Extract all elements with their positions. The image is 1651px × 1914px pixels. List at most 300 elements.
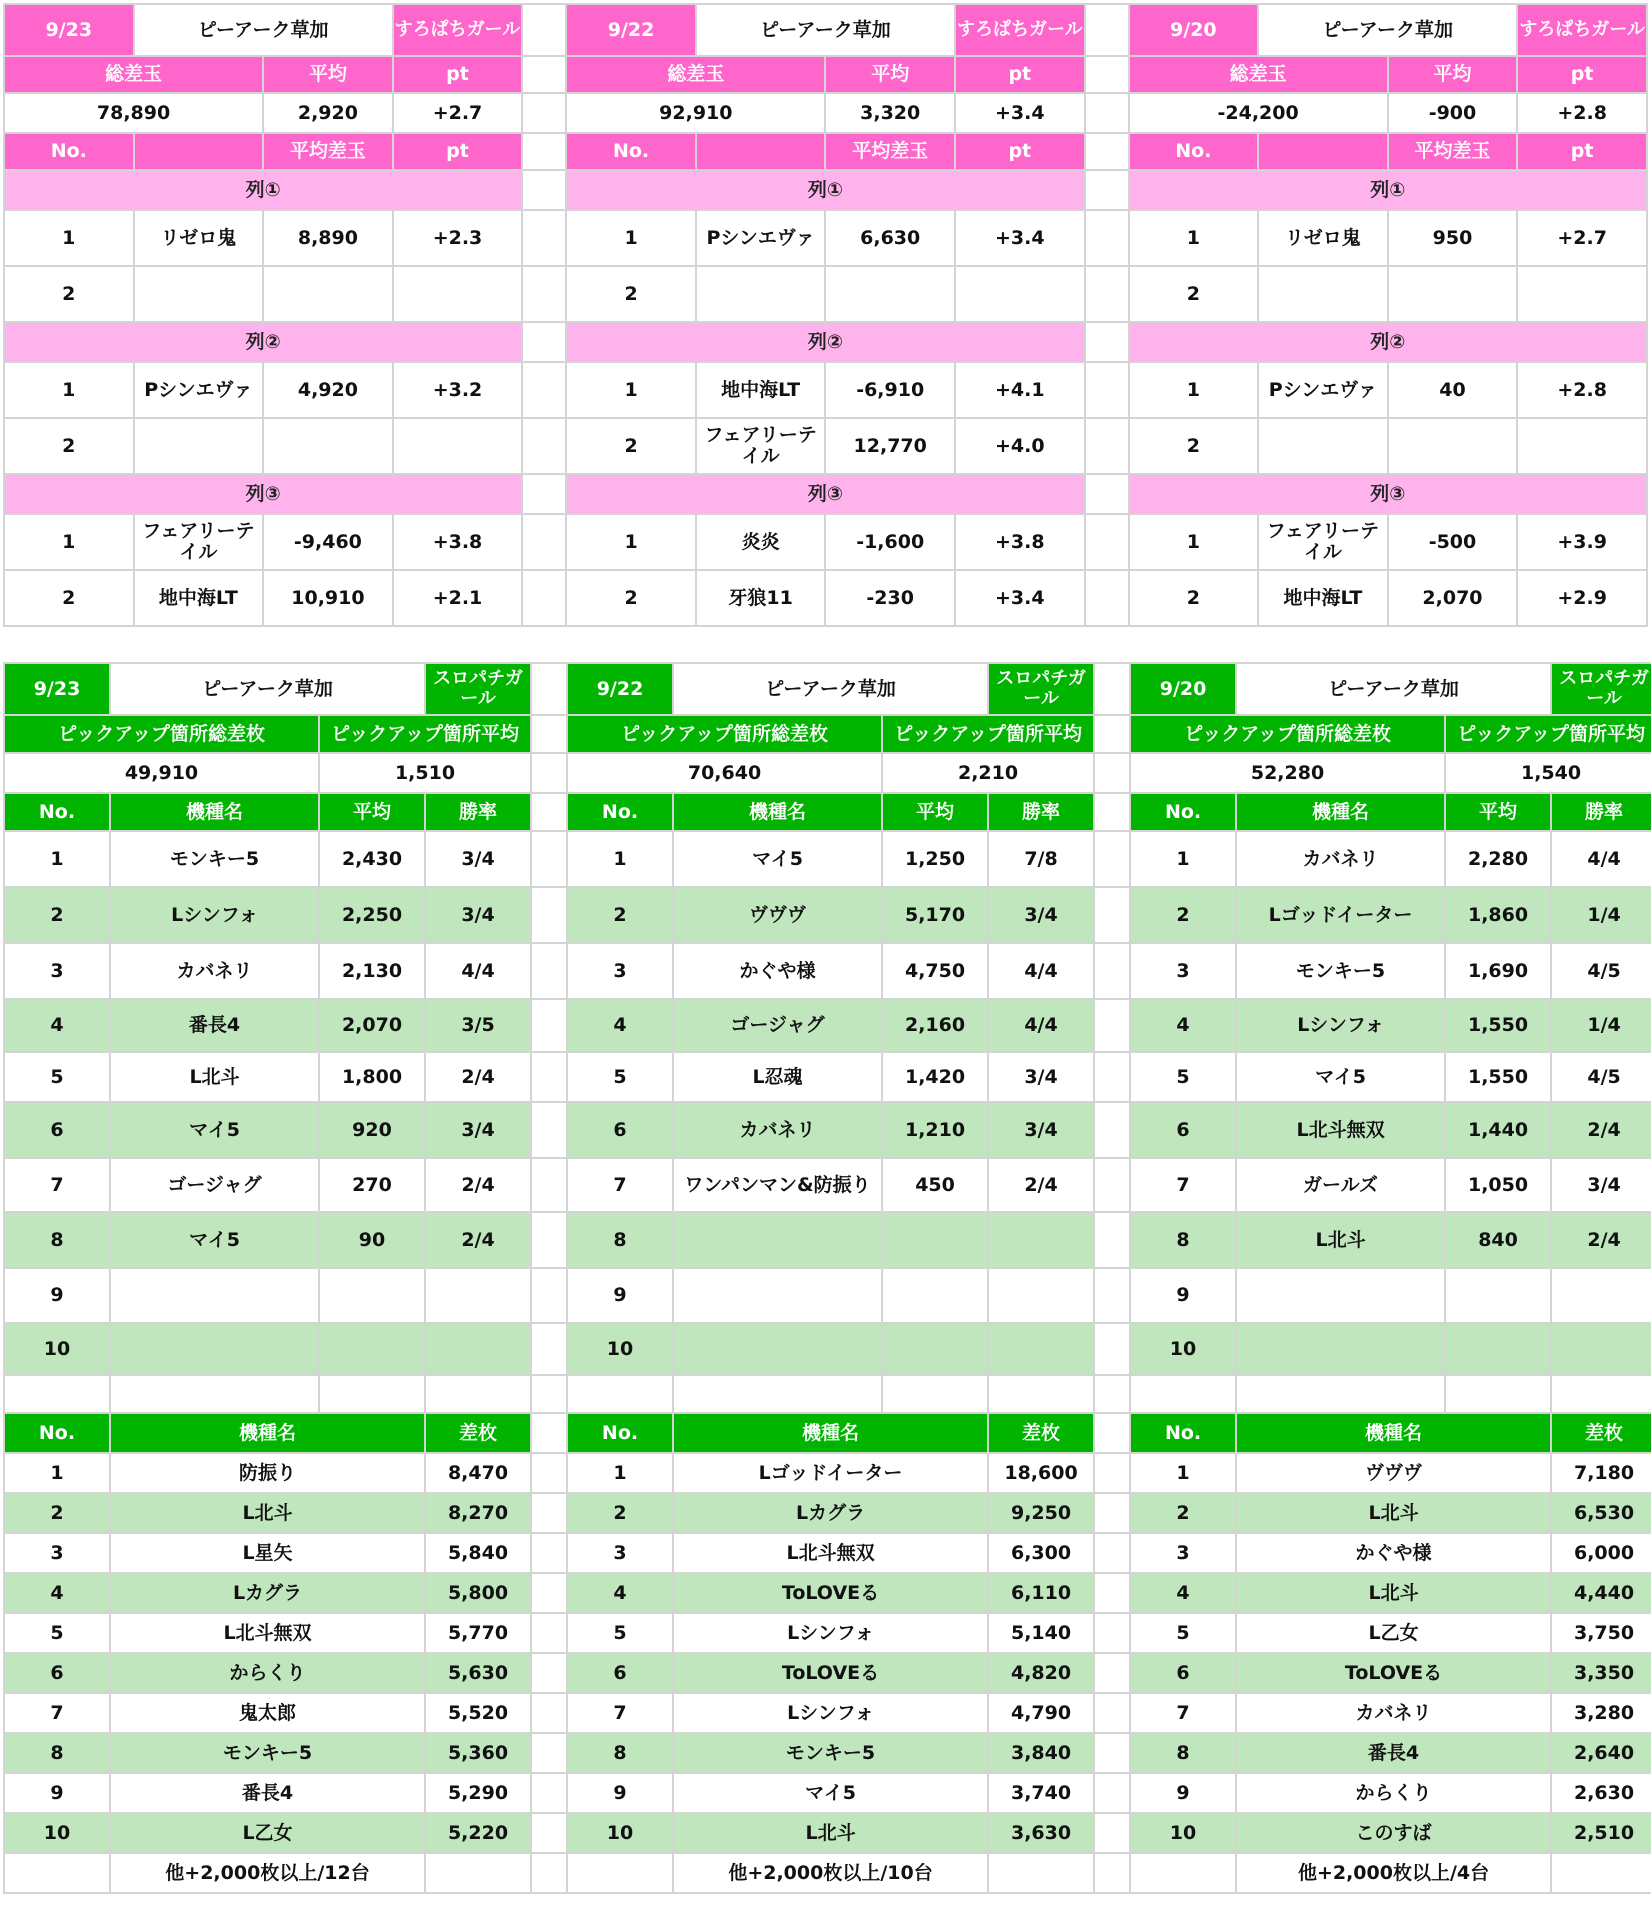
- panel-gap: [531, 1158, 567, 1212]
- row-no: 8: [567, 1212, 673, 1268]
- panel-gap: [1085, 362, 1129, 418]
- rank-diff: 2,510: [1551, 1813, 1651, 1853]
- group-band: 列③: [1129, 474, 1647, 514]
- panel-gap: [1085, 514, 1129, 570]
- rank-diff: 6,000: [1551, 1533, 1651, 1573]
- row-no: 3: [567, 943, 673, 999]
- rank-diff: 3,840: [988, 1733, 1094, 1773]
- win-rate: 2/4: [1551, 1212, 1651, 1268]
- footer-blank: [4, 1853, 110, 1893]
- rank-machine-name: かぐや様: [1236, 1533, 1551, 1573]
- win-rate: 1/4: [1551, 887, 1651, 943]
- spacer-cell: [1130, 1375, 1236, 1413]
- win-rate: 3/4: [425, 831, 531, 887]
- row-no: 6: [567, 1102, 673, 1158]
- group-band: 列③: [566, 474, 1084, 514]
- row-no: 3: [1130, 943, 1236, 999]
- panel-gap: [1094, 1375, 1130, 1413]
- total-value: 78,890: [4, 93, 263, 133]
- machine-name: リゼロ鬼: [134, 210, 264, 266]
- avg-diff: 10,910: [263, 570, 393, 626]
- panel-gap: [522, 133, 566, 170]
- col-header-name: 機種名: [1236, 793, 1445, 831]
- rank-no: 3: [1130, 1533, 1236, 1573]
- row-no: 9: [567, 1268, 673, 1323]
- rank-no: 6: [567, 1653, 673, 1693]
- rank-diff: 9,250: [988, 1493, 1094, 1533]
- machine-name: [110, 1268, 319, 1323]
- panel-gap: [531, 1573, 567, 1613]
- win-rate: [988, 1212, 1094, 1268]
- row-no: 4: [1130, 999, 1236, 1052]
- panel-gap: [1085, 56, 1129, 93]
- group-band: 列②: [4, 322, 522, 362]
- panel-gap: [531, 1413, 567, 1453]
- rank-machine-name: Lシンフォ: [673, 1613, 988, 1653]
- row-no: 2: [1130, 887, 1236, 943]
- panel-gap: [522, 514, 566, 570]
- spacer-cell: [1551, 1375, 1651, 1413]
- rank-machine-name: ToLOVEる: [673, 1653, 988, 1693]
- panel-gap: [522, 210, 566, 266]
- avg-diff: -500: [1388, 514, 1518, 570]
- pt-value: +3.9: [1517, 514, 1647, 570]
- pt-value: +4.1: [955, 362, 1085, 418]
- pt-value: [1517, 266, 1647, 322]
- panel-gap: [531, 1102, 567, 1158]
- row-no: 1: [566, 210, 696, 266]
- machine-name: Lシンフォ: [1236, 999, 1445, 1052]
- pt-value: +3.4: [955, 210, 1085, 266]
- machine-name: 番長4: [110, 999, 319, 1052]
- rank-no: 10: [1130, 1813, 1236, 1853]
- win-rate: 4/4: [1551, 831, 1651, 887]
- store-name: ピーアーク草加: [673, 663, 988, 715]
- row-no: 7: [1130, 1158, 1236, 1212]
- col-header-no: No.: [4, 793, 110, 831]
- row-no: 10: [4, 1323, 110, 1375]
- source-tag: すろぱちガール: [955, 4, 1085, 56]
- panel-gap: [1094, 1813, 1130, 1853]
- avg-diff: -6,910: [825, 362, 955, 418]
- avg-diff: 1,050: [1445, 1158, 1551, 1212]
- win-rate: 2/4: [425, 1212, 531, 1268]
- rank-diff: 5,140: [988, 1613, 1094, 1653]
- row-no: 1: [566, 362, 696, 418]
- rank-machine-name: L北斗無双: [110, 1613, 425, 1653]
- machine-name: モンキー5: [1236, 943, 1445, 999]
- col-header-pt: pt: [393, 133, 523, 170]
- panel-gap: [1085, 570, 1129, 626]
- row-no: 2: [1129, 266, 1259, 322]
- rank-diff: 5,800: [425, 1573, 531, 1613]
- panel-gap: [531, 793, 567, 831]
- rank-diff: 18,600: [988, 1453, 1094, 1493]
- pt-value: +3.4: [955, 570, 1085, 626]
- avg-diff: 1,860: [1445, 887, 1551, 943]
- rank-no: 9: [567, 1773, 673, 1813]
- row-no: 7: [567, 1158, 673, 1212]
- rank-machine-name: Lカグラ: [110, 1573, 425, 1613]
- machine-name: マイ5: [110, 1102, 319, 1158]
- rank-header-diff: 差枚: [425, 1413, 531, 1453]
- avg-diff: 8,890: [263, 210, 393, 266]
- rank-machine-name: L乙女: [1236, 1613, 1551, 1653]
- col-header-no: No.: [1130, 793, 1236, 831]
- avg-diff: 950: [1388, 210, 1518, 266]
- rank-header-name: 機種名: [673, 1413, 988, 1453]
- panel-gap: [522, 474, 566, 514]
- machine-name: [673, 1212, 882, 1268]
- store-name: ピーアーク草加: [1236, 663, 1551, 715]
- panel-gap: [1094, 1323, 1130, 1375]
- avg-diff: 2,280: [1445, 831, 1551, 887]
- panel-gap: [1085, 4, 1129, 56]
- rank-machine-name: カバネリ: [1236, 1693, 1551, 1733]
- pickup-total-label: ピックアップ箇所総差枚: [567, 715, 882, 753]
- rank-machine-name: L北斗: [110, 1493, 425, 1533]
- rank-diff: 4,820: [988, 1653, 1094, 1693]
- pt-value: +2.1: [393, 570, 523, 626]
- row-no: 2: [567, 887, 673, 943]
- machine-name: [1236, 1323, 1445, 1375]
- rank-header-name: 機種名: [1236, 1413, 1551, 1453]
- pickup-avg-label: ピックアップ箇所平均: [882, 715, 1094, 753]
- win-rate: [1551, 1323, 1651, 1375]
- machine-name: カバネリ: [673, 1102, 882, 1158]
- rank-machine-name: からくり: [1236, 1773, 1551, 1813]
- avg-diff: 1,800: [319, 1052, 425, 1102]
- rank-no: 7: [4, 1693, 110, 1733]
- panel-gap: [522, 418, 566, 474]
- panel-gap: [1094, 831, 1130, 887]
- avg-diff: -230: [825, 570, 955, 626]
- avg-diff: [319, 1268, 425, 1323]
- avg-diff: [1388, 266, 1518, 322]
- col-header-avg: 平均: [882, 793, 988, 831]
- pickup-total-value: 70,640: [567, 753, 882, 793]
- pt-value: +2.3: [393, 210, 523, 266]
- rank-no: 3: [4, 1533, 110, 1573]
- group-band: 列①: [1129, 170, 1647, 210]
- panel-gap: [1094, 1533, 1130, 1573]
- machine-name: フェアリーテイル: [696, 418, 826, 474]
- win-rate: 3/4: [988, 1102, 1094, 1158]
- win-rate: 3/4: [1551, 1158, 1651, 1212]
- source-tag: スロパチガール: [988, 663, 1094, 715]
- pt-value: +2.7: [1517, 210, 1647, 266]
- footer-blank: [1130, 1853, 1236, 1893]
- win-rate: [988, 1323, 1094, 1375]
- store-name: ピーアーク草加: [110, 663, 425, 715]
- row-no: 5: [4, 1052, 110, 1102]
- rank-machine-name: L北斗: [1236, 1493, 1551, 1533]
- panel-gap: [1094, 715, 1130, 753]
- win-rate: 2/4: [1551, 1102, 1651, 1158]
- panel-gap: [531, 1212, 567, 1268]
- avg-diff: [319, 1323, 425, 1375]
- avg-diff: 920: [319, 1102, 425, 1158]
- row-no: 8: [1130, 1212, 1236, 1268]
- row-no: 1: [4, 831, 110, 887]
- panel-date: 9/22: [566, 4, 696, 56]
- rank-no: 4: [1130, 1573, 1236, 1613]
- panel-gap: [1085, 474, 1129, 514]
- panel-gap: [522, 56, 566, 93]
- spacer-cell: [319, 1375, 425, 1413]
- machine-name: カバネリ: [1236, 831, 1445, 887]
- machine-name: [1258, 266, 1388, 322]
- panel-gap: [531, 1052, 567, 1102]
- rank-diff: 6,300: [988, 1533, 1094, 1573]
- rank-diff: 5,360: [425, 1733, 531, 1773]
- row-no: 1: [1129, 362, 1259, 418]
- col-header-pt: pt: [955, 133, 1085, 170]
- row-no: 8: [4, 1212, 110, 1268]
- store-name: ピーアーク草加: [1258, 4, 1517, 56]
- rank-diff: 3,350: [1551, 1653, 1651, 1693]
- avg-diff: [1388, 418, 1518, 474]
- avg-diff: -1,600: [825, 514, 955, 570]
- pickup-avg-label: ピックアップ箇所平均: [1445, 715, 1651, 753]
- rank-machine-name: モンキー5: [110, 1733, 425, 1773]
- machine-name: [110, 1323, 319, 1375]
- win-rate: 7/8: [988, 831, 1094, 887]
- pickup-total-label: ピックアップ箇所総差枚: [1130, 715, 1445, 753]
- machine-name: 牙狼11: [696, 570, 826, 626]
- machine-name: マイ5: [110, 1212, 319, 1268]
- rank-no: 3: [567, 1533, 673, 1573]
- machine-name: [673, 1323, 882, 1375]
- avg-label: 平均: [263, 56, 393, 93]
- panel-gap: [1094, 1653, 1130, 1693]
- pickup-total-value: 49,910: [4, 753, 319, 793]
- row-no: 2: [1129, 418, 1259, 474]
- machine-name: かぐや様: [673, 943, 882, 999]
- panel-gap: [1094, 1102, 1130, 1158]
- panel-gap: [531, 1613, 567, 1653]
- avg-value: 2,920: [263, 93, 393, 133]
- panel-gap: [531, 1693, 567, 1733]
- group-band: 列①: [4, 170, 522, 210]
- machine-name: L北斗: [110, 1052, 319, 1102]
- row-no: 2: [566, 266, 696, 322]
- panel-date: 9/23: [4, 4, 134, 56]
- avg-diff: [825, 266, 955, 322]
- machine-name: L北斗: [1236, 1212, 1445, 1268]
- row-no: 1: [4, 210, 134, 266]
- row-no: 4: [567, 999, 673, 1052]
- panel-gap: [522, 570, 566, 626]
- footer-blank: [425, 1853, 531, 1893]
- machine-name: [1258, 418, 1388, 474]
- avg-diff: 840: [1445, 1212, 1551, 1268]
- rank-diff: 5,630: [425, 1653, 531, 1693]
- panel-gap: [1094, 1158, 1130, 1212]
- machine-name: Pシンエヴァ: [696, 210, 826, 266]
- row-no: 5: [1130, 1052, 1236, 1102]
- panel-gap: [1094, 1268, 1130, 1323]
- avg-diff: 2,070: [1388, 570, 1518, 626]
- source-tag: スロパチガール: [1551, 663, 1651, 715]
- rank-machine-name: L北斗: [1236, 1573, 1551, 1613]
- pt-value: +3.8: [955, 514, 1085, 570]
- pt-label: pt: [955, 56, 1085, 93]
- rank-machine-name: L星矢: [110, 1533, 425, 1573]
- avg-diff: [1445, 1323, 1551, 1375]
- rank-diff: 4,440: [1551, 1573, 1651, 1613]
- win-rate: [988, 1268, 1094, 1323]
- avg-diff: 40: [1388, 362, 1518, 418]
- rank-diff: 3,750: [1551, 1613, 1651, 1653]
- panel-gap: [531, 1733, 567, 1773]
- row-no: 10: [567, 1323, 673, 1375]
- avg-diff: 6,630: [825, 210, 955, 266]
- rank-no: 10: [567, 1813, 673, 1853]
- rank-diff: 3,280: [1551, 1693, 1651, 1733]
- win-rate: 3/4: [988, 887, 1094, 943]
- rank-machine-name: このすば: [1236, 1813, 1551, 1853]
- rank-no: 9: [1130, 1773, 1236, 1813]
- panel-gap: [522, 4, 566, 56]
- rank-header-no: No.: [1130, 1413, 1236, 1453]
- panel-gap: [531, 1533, 567, 1573]
- rank-no: 5: [4, 1613, 110, 1653]
- rank-diff: 5,220: [425, 1813, 531, 1853]
- rank-no: 8: [4, 1733, 110, 1773]
- machine-name: フェアリーテイル: [134, 514, 264, 570]
- rank-no: 8: [1130, 1733, 1236, 1773]
- machine-name: Lシンフォ: [110, 887, 319, 943]
- row-no: 1: [4, 514, 134, 570]
- row-no: 2: [566, 418, 696, 474]
- machine-name: マイ5: [673, 831, 882, 887]
- machine-name: モンキー5: [110, 831, 319, 887]
- spacer-cell: [988, 1375, 1094, 1413]
- col-header-name: 機種名: [673, 793, 882, 831]
- rank-no: 5: [1130, 1613, 1236, 1653]
- panel-gap: [522, 170, 566, 210]
- rank-machine-name: モンキー5: [673, 1733, 988, 1773]
- group-band: 列①: [566, 170, 1084, 210]
- panel-date: 9/23: [4, 663, 110, 715]
- row-no: 1: [4, 362, 134, 418]
- rank-header-no: No.: [4, 1413, 110, 1453]
- bottom-pickup-table: [3, 662, 1651, 1894]
- pt-value: +2.8: [1517, 362, 1647, 418]
- win-rate: [425, 1323, 531, 1375]
- col-header-avg: 平均: [319, 793, 425, 831]
- panel-gap: [531, 1268, 567, 1323]
- panel-date: 9/22: [567, 663, 673, 715]
- panel-gap: [1085, 210, 1129, 266]
- rank-diff: 8,470: [425, 1453, 531, 1493]
- col-header-avg: 平均差玉: [263, 133, 393, 170]
- rank-machine-name: Lシンフォ: [673, 1693, 988, 1733]
- panel-gap: [531, 943, 567, 999]
- col-header-avg: 平均差玉: [825, 133, 955, 170]
- panel-gap: [1094, 1693, 1130, 1733]
- group-band: 列③: [4, 474, 522, 514]
- win-rate: 4/4: [988, 999, 1094, 1052]
- pickup-total-value: 52,280: [1130, 753, 1445, 793]
- avg-diff: 1,690: [1445, 943, 1551, 999]
- panel-gap: [522, 362, 566, 418]
- source-tag: すろぱちガール: [393, 4, 523, 56]
- row-no: 2: [4, 570, 134, 626]
- machine-name: 炎炎: [696, 514, 826, 570]
- spacer-cell: [882, 1375, 988, 1413]
- row-no: 2: [4, 887, 110, 943]
- rank-machine-name: ToLOVEる: [673, 1573, 988, 1613]
- col-header-name: [1258, 133, 1388, 170]
- win-rate: 2/4: [425, 1158, 531, 1212]
- win-rate: 4/4: [425, 943, 531, 999]
- col-header-name: [134, 133, 264, 170]
- machine-name: Lゴッドイーター: [1236, 887, 1445, 943]
- panel-gap: [1094, 999, 1130, 1052]
- machine-name: [673, 1268, 882, 1323]
- avg-diff: [882, 1212, 988, 1268]
- spacer-cell: [673, 1375, 882, 1413]
- machine-name: マイ5: [1236, 1052, 1445, 1102]
- avg-diff: [263, 266, 393, 322]
- win-rate: 4/4: [988, 943, 1094, 999]
- store-name: ピーアーク草加: [696, 4, 955, 56]
- row-no: 2: [4, 418, 134, 474]
- rank-header-diff: 差枚: [1551, 1413, 1651, 1453]
- panel-gap: [1094, 1052, 1130, 1102]
- total-label: 総差玉: [1129, 56, 1388, 93]
- rank-no: 4: [4, 1573, 110, 1613]
- win-rate: 3/4: [425, 887, 531, 943]
- rank-no: 1: [1130, 1453, 1236, 1493]
- source-tag: すろぱちガール: [1517, 4, 1647, 56]
- row-no: 2: [566, 570, 696, 626]
- rank-diff: 6,530: [1551, 1493, 1651, 1533]
- row-no: 1: [1129, 210, 1259, 266]
- avg-diff: 1,550: [1445, 999, 1551, 1052]
- col-header-name: [696, 133, 826, 170]
- panel-gap: [1085, 418, 1129, 474]
- pt-value: [393, 266, 523, 322]
- avg-diff: 12,770: [825, 418, 955, 474]
- machine-name: ガールズ: [1236, 1158, 1445, 1212]
- panel-gap: [1085, 170, 1129, 210]
- machine-name: L忍魂: [673, 1052, 882, 1102]
- panel-gap: [1085, 133, 1129, 170]
- pickup-total-label: ピックアップ箇所総差枚: [4, 715, 319, 753]
- panel-gap: [1094, 1493, 1130, 1533]
- rank-header-no: No.: [567, 1413, 673, 1453]
- col-header-name: 機種名: [110, 793, 319, 831]
- panel-gap: [531, 1375, 567, 1413]
- rank-machine-name: 番長4: [110, 1773, 425, 1813]
- avg-label: 平均: [1388, 56, 1518, 93]
- machine-name: ゴージャグ: [110, 1158, 319, 1212]
- panel-gap: [1094, 1613, 1130, 1653]
- avg-diff: 2,160: [882, 999, 988, 1052]
- rank-diff: 8,270: [425, 1493, 531, 1533]
- footer-blank: [567, 1853, 673, 1893]
- avg-diff: 1,210: [882, 1102, 988, 1158]
- rank-no: 4: [567, 1573, 673, 1613]
- pt-value: +2.9: [1517, 570, 1647, 626]
- avg-value: 3,320: [825, 93, 955, 133]
- avg-diff: [882, 1268, 988, 1323]
- pt-value: +3.2: [393, 362, 523, 418]
- rank-machine-name: マイ5: [673, 1773, 988, 1813]
